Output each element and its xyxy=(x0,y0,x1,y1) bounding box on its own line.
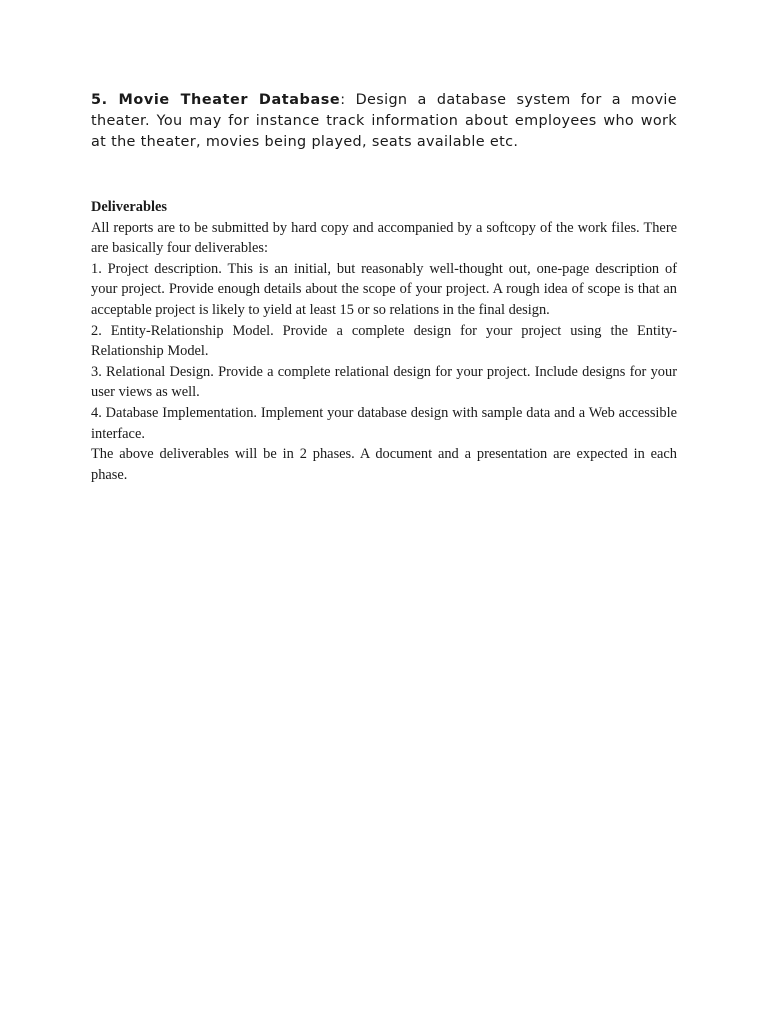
deliverables-intro: All reports are to be submitted by hard copy and accompanied by a softcopy of the work files. There are basically four deliverables: xyxy=(91,219,677,257)
project-title: 5. Movie Theater Database xyxy=(91,92,341,108)
deliverables-phases-note: The above deliverables will be in 2 phases. A document and a presentation are expected in each phase. xyxy=(91,446,677,483)
deliverables-heading: Deliverables xyxy=(91,199,167,215)
project-statement xyxy=(91,90,677,153)
deliverable-relational-design: 3. Relational Design. Provide a complete relational design for your project. Include designs for your user views as well. xyxy=(91,363,677,401)
project-description: Design a database system for a movie theater. You may for instance track information about employees who work at the theater, movies being played, seats available etc. xyxy=(91,92,677,150)
deliverables-section xyxy=(91,197,677,485)
deliverable-project-description: 1. Project description. This is an initial, but reasonably well-thought out, one-page description of your project. Provide enough details about the scope of your project. A rough idea of scope is that an acceptable project is likely to yield at least 15 or so relations in the final design. xyxy=(91,260,677,318)
title-separator: : xyxy=(340,92,346,108)
deliverable-er-model: 2. Entity-Relationship Model. Provide a complete design for your project using the Entity-Relationship Model. xyxy=(91,322,677,360)
deliverable-database-implementation: 4. Database Implementation. Implement your database design with sample data and a Web accessible interface. xyxy=(91,404,677,442)
